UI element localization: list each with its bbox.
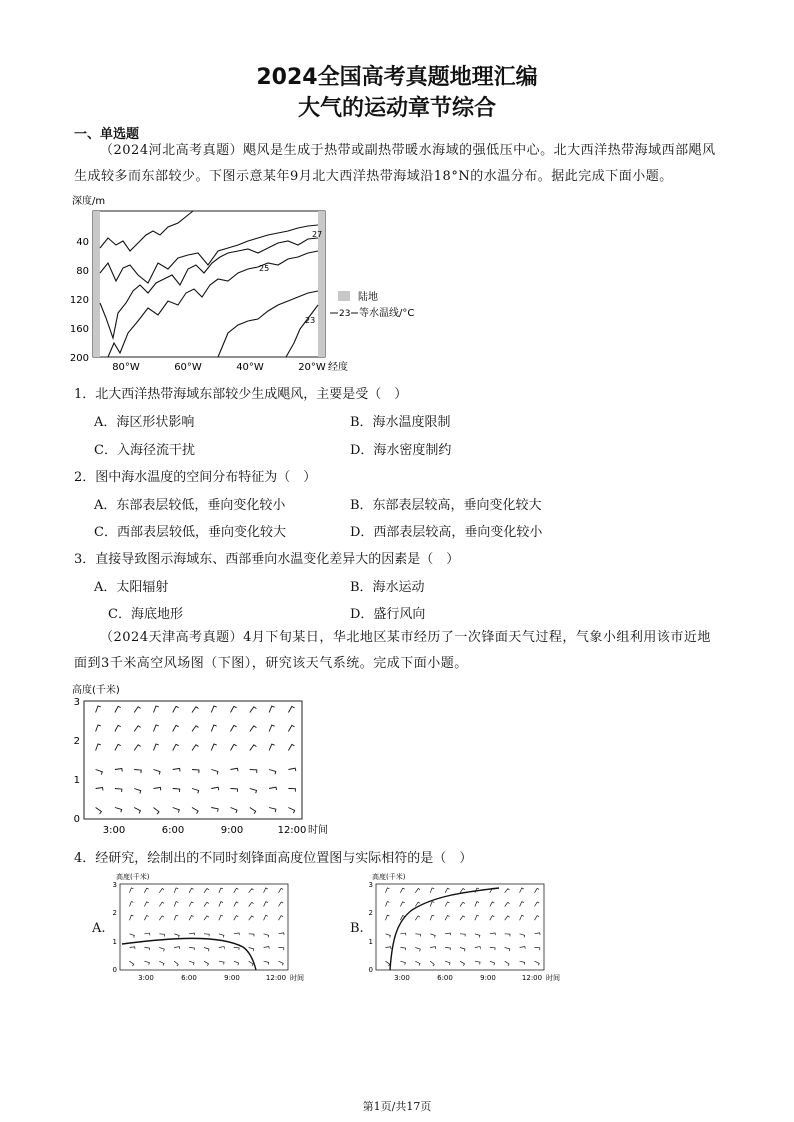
wind-barb — [400, 961, 405, 965]
wind-barb — [445, 961, 450, 965]
figb-xtick: 3:00 — [394, 974, 410, 982]
wind-barb — [204, 948, 209, 952]
wind-barb — [144, 902, 148, 907]
wind-barb — [192, 789, 199, 794]
wind-barb — [231, 725, 237, 731]
wind-field-figure — [70, 683, 340, 842]
wind-barb — [249, 934, 254, 937]
wind-barb — [505, 902, 510, 906]
wind-barb — [219, 961, 224, 964]
wind-barb — [234, 961, 239, 965]
wind-barb — [219, 902, 223, 907]
q1-option-a[interactable]: A．海区形状影响 — [94, 415, 195, 430]
wind-barb — [430, 915, 434, 920]
wind-barb — [189, 961, 194, 965]
figb-xtick: 12:00 — [521, 974, 543, 982]
wind-barb — [159, 889, 164, 893]
wind-barb — [505, 934, 510, 937]
wind-barb — [115, 769, 122, 772]
figb-ytick: 0 — [368, 966, 373, 974]
wind-barb — [159, 934, 164, 937]
question-4: 4．经研究，绘制出的不同时刻锋面高度位置图与实际相符的是（ ） — [74, 851, 473, 866]
wind-barb — [211, 770, 218, 775]
wind-barb — [288, 768, 295, 771]
wind-barb — [219, 915, 223, 920]
wind-barb — [204, 902, 209, 906]
wind-barb — [445, 948, 450, 951]
wind-barb — [264, 915, 268, 920]
wind-barb — [96, 770, 103, 775]
wind-barb — [264, 961, 269, 964]
figa-xunit: 时间 — [290, 974, 304, 982]
wind-barb — [520, 934, 525, 938]
q4-option-b[interactable]: B. — [350, 921, 364, 936]
wind-barb — [192, 707, 199, 713]
wind-barb — [154, 787, 161, 790]
wind-barb — [130, 888, 134, 893]
wind-barb — [288, 706, 294, 712]
wind-barb — [460, 961, 465, 966]
wind-barb — [211, 744, 216, 751]
fig2-xtick: 12:00 — [277, 825, 307, 836]
wind-barb — [189, 933, 195, 935]
fig1-ylabel: 深度/m — [72, 196, 106, 207]
wind-barb — [445, 916, 449, 921]
figb-ylabel: 高度(千米) — [372, 873, 406, 881]
wind-barb — [96, 808, 102, 815]
wind-barb — [445, 933, 451, 935]
wind-barb — [249, 902, 254, 906]
wind-barb — [173, 808, 180, 813]
wind-barb — [288, 808, 294, 814]
wind-barb — [535, 933, 541, 935]
figb-ytick: 1 — [368, 938, 373, 946]
wind-barb — [400, 902, 404, 907]
wind-barb — [505, 916, 510, 920]
wind-barb — [96, 744, 101, 751]
wind-barb — [386, 888, 390, 893]
wind-barb — [234, 902, 239, 907]
q4-option-a[interactable]: A. — [92, 921, 106, 936]
wind-barb — [204, 961, 209, 966]
wind-barb — [159, 902, 164, 906]
wind-barb — [430, 902, 434, 907]
wind-barb — [505, 961, 509, 966]
wind-barb — [219, 888, 223, 893]
figa-ylabel: 高度(千米) — [116, 873, 150, 881]
wind-barb — [144, 961, 149, 965]
wind-barb — [430, 934, 435, 938]
wind-barb — [192, 745, 199, 751]
figa-xtick: 3:00 — [138, 974, 154, 982]
page-footer: 第1页/共17页 — [362, 1100, 432, 1113]
wind-barb — [231, 706, 237, 712]
wind-barb — [204, 916, 209, 920]
wind-barb — [386, 961, 390, 966]
wind-barb — [231, 789, 238, 792]
wind-barb — [264, 934, 269, 938]
wind-barb — [400, 948, 405, 951]
wind-barb — [211, 706, 216, 713]
question-3: 3．直接导致图示海域东、西部垂向水温变化差异大的因素是（ ） — [74, 552, 460, 567]
wind-barb — [192, 726, 199, 732]
wind-barb — [134, 789, 141, 794]
fig2-xtick: 6:00 — [161, 825, 185, 836]
wind-barb — [415, 889, 420, 893]
wind-barb — [134, 745, 140, 751]
fig1-ytick: 80 — [76, 266, 89, 277]
wind-barb — [400, 888, 404, 893]
wind-barb — [249, 948, 254, 952]
page-subtitle: 大气的运动章节综合 — [297, 96, 496, 121]
fig1-ytick: 200 — [69, 353, 89, 364]
wind-barb — [189, 948, 194, 951]
wind-barb — [173, 744, 179, 750]
land-west — [93, 211, 100, 357]
wind-barb — [430, 947, 436, 949]
fig1-xtick: 60°W — [174, 362, 202, 373]
wind-barb — [264, 947, 270, 949]
wind-barb — [250, 789, 257, 794]
page-title: 2024全国高考真题地理汇编 — [256, 65, 538, 90]
wind-barb — [445, 888, 449, 893]
wind-barbs-b — [386, 888, 541, 966]
wind-barb — [475, 947, 481, 949]
wind-barb — [250, 808, 256, 814]
wind-barb — [430, 961, 434, 966]
wind-barb — [154, 725, 159, 732]
front-line-b — [390, 888, 499, 970]
q3-option-b[interactable]: B．海水运动 — [350, 580, 425, 595]
fig2-xunit: 时间 — [308, 825, 328, 836]
wind-barb — [231, 744, 237, 750]
fig1-ytick: 120 — [69, 295, 89, 306]
question-1: 1．北大西洋热带海域东部较少生成飓风，主要是受（ ） — [74, 387, 408, 402]
wind-barb — [189, 902, 193, 907]
wind-barb — [535, 948, 540, 950]
fig1-xtick: 80°W — [112, 362, 140, 373]
wind-barb — [269, 744, 275, 750]
wind-barb — [288, 725, 294, 731]
wind-barb — [173, 789, 180, 793]
wind-barb — [288, 789, 295, 792]
water-temperature-figure — [68, 193, 428, 377]
wind-barb — [174, 934, 179, 938]
wind-barb — [520, 961, 525, 964]
wind-barb — [415, 961, 420, 965]
wind-barb — [279, 902, 284, 907]
wind-barb — [144, 948, 149, 951]
wind-barb — [475, 902, 479, 907]
wind-barb — [386, 934, 391, 938]
wind-barb — [130, 902, 134, 907]
wind-barb — [269, 725, 275, 731]
wind-barb — [231, 768, 239, 771]
fig2-ytick: 1 — [73, 775, 80, 786]
wind-barb — [490, 916, 495, 921]
fig2-ylabel: 高度(千米) — [72, 685, 120, 696]
wind-barb — [211, 725, 216, 732]
fig2-xtick: 3:00 — [102, 825, 126, 836]
wind-barb — [430, 888, 434, 893]
legend-land-swatch — [338, 291, 350, 301]
wind-barb — [279, 916, 284, 921]
wind-barb — [445, 902, 449, 907]
wind-barb — [249, 961, 253, 966]
wind-barb — [231, 808, 238, 813]
q2-option-d[interactable]: D．西部表层较高，垂向变化较小 — [350, 525, 543, 540]
figb-xtick: 9:00 — [480, 974, 496, 982]
wind-barb — [279, 961, 284, 965]
wind-barb — [204, 889, 209, 893]
wind-barb — [134, 726, 140, 732]
wind-barb — [144, 933, 150, 935]
wind-barb — [386, 947, 392, 949]
wind-barb — [115, 808, 122, 813]
wind-barb — [475, 961, 480, 964]
question-2: 2．图中海水温度的空间分布特征为（ ） — [74, 470, 317, 485]
wind-barb — [386, 915, 390, 920]
wind-barb — [264, 902, 268, 907]
wind-barb — [460, 916, 465, 920]
wind-barb — [211, 808, 218, 812]
wind-barb — [400, 933, 406, 935]
wind-barb — [173, 768, 180, 771]
figb-xtick: 6:00 — [437, 974, 453, 982]
figa-ytick: 3 — [112, 881, 117, 889]
wind-barb — [174, 961, 178, 966]
iso-label-23: 23 — [305, 316, 316, 325]
wind-barb — [460, 948, 465, 952]
wind-barb — [192, 808, 198, 814]
wind-barb — [520, 947, 526, 949]
fig1-xtick: 40°W — [236, 362, 264, 373]
q1-option-c[interactable]: C．入海径流干扰 — [94, 443, 195, 458]
wind-barb — [159, 916, 164, 920]
wind-barb — [520, 902, 524, 907]
legend-land-label: 陆地 — [358, 292, 378, 303]
wind-barb — [159, 948, 164, 952]
wind-barb — [189, 888, 193, 893]
wind-barb — [460, 934, 465, 937]
q3-option-c[interactable]: C．海底地形 — [108, 607, 183, 622]
wind-barb — [134, 770, 141, 774]
wind-barb — [250, 770, 257, 773]
figa-xtick: 12:00 — [265, 974, 287, 982]
legend-isotherm-value: 23 — [339, 309, 351, 319]
wind-barb — [134, 808, 140, 814]
wind-barb — [264, 888, 268, 893]
wind-barb — [96, 788, 103, 791]
wind-barb — [279, 948, 284, 950]
wind-barb — [154, 770, 161, 775]
figb-xunit: 时间 — [546, 974, 560, 982]
fig2-ytick: 2 — [73, 736, 80, 747]
wind-barbs-a — [130, 888, 285, 966]
wind-barb — [174, 915, 178, 920]
wind-barb — [535, 902, 540, 907]
wind-barb — [115, 725, 121, 731]
fig1-xtick: 20°W — [298, 362, 326, 373]
figa-xtick: 6:00 — [181, 974, 197, 982]
intro-paragraph-1: （2024河北高考真题）飓风是生成于热带或副热带暖水海域的强低压中心。北大西洋热带海域西部飓风生成较多而东部较少。下图示意某年9月北大西洋热带海域沿18°N的水温分布。据此完成下面小题。 — [74, 143, 716, 184]
iso-label-27: 27 — [312, 230, 323, 239]
q2-option-a[interactable]: A．东部表层较低，垂向变化较小 — [94, 498, 286, 513]
option-a-figure[interactable] — [108, 872, 313, 988]
wind-barb — [130, 934, 135, 938]
fig2-ytick: 3 — [73, 697, 80, 708]
wind-barb — [96, 706, 101, 713]
section-heading: 一、单选题 — [74, 127, 140, 142]
wind-barb — [490, 961, 495, 965]
wind-barb — [269, 770, 276, 775]
wind-barb — [96, 725, 101, 732]
figb-ytick: 3 — [368, 881, 373, 889]
wind-barb — [115, 744, 121, 750]
figa-ytick: 2 — [112, 909, 117, 917]
wind-barb — [130, 961, 134, 966]
wind-barb — [211, 787, 218, 790]
wind-barb — [234, 933, 240, 935]
figa-ytick: 1 — [112, 938, 117, 946]
wind-barb — [219, 934, 224, 938]
wind-barbs-main — [96, 706, 296, 814]
wind-barb — [173, 706, 179, 712]
front-line-a — [122, 938, 256, 970]
wind-barb — [460, 902, 465, 906]
wind-barb — [505, 889, 510, 893]
figa-xtick: 9:00 — [224, 974, 240, 982]
wind-barb — [475, 915, 479, 920]
wind-barb — [144, 916, 148, 921]
wind-barb — [154, 706, 159, 713]
wind-barb — [520, 888, 524, 893]
wind-barb — [234, 888, 239, 893]
wind-barb — [115, 789, 122, 793]
wind-barb — [535, 888, 540, 893]
wind-barb — [144, 888, 148, 893]
wind-barb — [159, 961, 164, 965]
wind-barb — [154, 744, 159, 751]
wind-barb — [219, 947, 225, 949]
wind-barb — [249, 889, 254, 893]
option-b-figure[interactable] — [364, 872, 569, 988]
wind-barb — [234, 948, 239, 951]
wind-barb — [490, 902, 495, 907]
wind-barb — [174, 902, 178, 907]
wind-barb — [174, 888, 178, 893]
wind-barb — [475, 934, 480, 938]
q3-option-d[interactable]: D．盛行风向 — [350, 607, 426, 622]
wind-barb — [490, 948, 495, 951]
wind-barb — [134, 707, 140, 713]
wind-barb — [415, 948, 420, 952]
fig2-ytick: 0 — [73, 814, 80, 825]
wind-barb — [279, 888, 284, 893]
wind-barb — [279, 933, 285, 935]
q1-option-d[interactable]: D．海水密度制约 — [350, 443, 452, 458]
wind-barb — [505, 948, 510, 952]
wind-barb — [115, 706, 121, 712]
wind-barb — [415, 934, 420, 937]
fig1-ytick: 160 — [69, 324, 89, 335]
wind-barb — [269, 706, 275, 712]
q1-option-b[interactable]: B．海水温度限制 — [350, 415, 451, 430]
wind-barb — [250, 745, 257, 751]
wind-barb — [535, 961, 540, 965]
q3-option-a[interactable]: A．太阳辐射 — [94, 580, 169, 595]
wind-barb — [204, 934, 209, 937]
wind-barb — [174, 947, 180, 949]
wind-barb — [192, 770, 199, 774]
wind-barb — [288, 744, 294, 750]
wind-barb — [249, 916, 254, 920]
q2-option-c[interactable]: C．西部表层较低，垂向变化较大 — [94, 525, 286, 540]
legend-isotherm-label: 等水温线/°C — [359, 308, 415, 319]
figa-ytick: 0 — [112, 966, 117, 974]
fig1-ytick: 40 — [76, 237, 89, 248]
wind-barb — [250, 726, 257, 732]
wind-barb — [386, 902, 390, 907]
figb-ytick: 2 — [368, 909, 373, 917]
wind-barb — [250, 707, 257, 713]
fig2-xtick: 9:00 — [220, 825, 244, 836]
wind-barb — [269, 787, 276, 790]
wind-barb — [130, 915, 134, 920]
wind-barb — [269, 808, 276, 813]
q2-option-b[interactable]: B．东部表层较高，垂向变化较大 — [350, 498, 542, 513]
intro-paragraph-2: （2024天津高考真题）4月下旬某日，华北地区某市经历了一次锋面天气过程，气象小组利用该市近地面到3千米高空风场图（下图），研究该天气系统。完成下面小题。 — [74, 630, 711, 671]
wind-barb — [415, 916, 420, 920]
wind-barb — [154, 808, 160, 815]
iso-label-25: 25 — [259, 264, 270, 273]
wind-barb — [535, 916, 540, 921]
fig1-xunit: 经度 — [328, 362, 348, 373]
wind-barb — [234, 916, 239, 921]
wind-barb — [520, 915, 524, 920]
wind-barb — [130, 947, 136, 949]
wind-barb — [173, 725, 179, 731]
wind-barb — [490, 933, 496, 935]
wind-barb — [189, 916, 193, 921]
